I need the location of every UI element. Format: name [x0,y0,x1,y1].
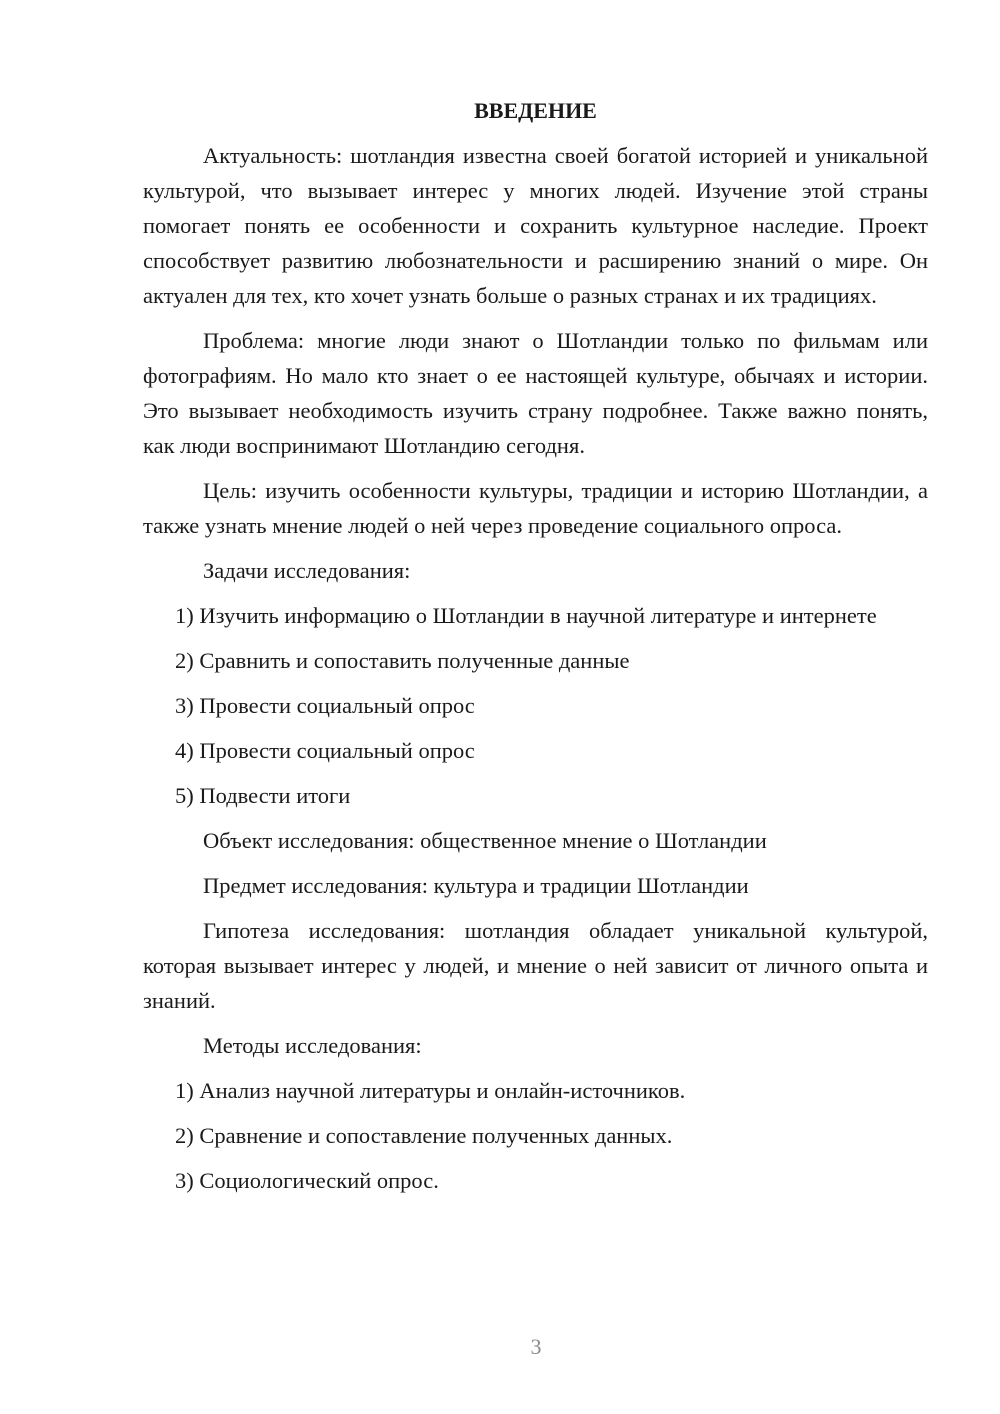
tasks-heading: Задачи исследования: [203,558,411,583]
task-item: 5) Подвести итоги [175,783,351,808]
page-number: 3 [530,1334,542,1359]
task-item: 1) Изучить информацию о Шотландии в научной литературе и интернете [175,603,877,628]
relevance-paragraph: Актуальность: шотландия известна своей богатой историей и уникальной культурой, что вызывает интерес у многих людей. Изучение этой страны помогает понять ее особенности и сохранить культурное наследие. Проект способствует развитию любознательности и расширению знаний о мире. Он актуален для тех, кто хочет узнать больше о разных странах и их традициях. [143,143,928,308]
goal-paragraph: Цель: изучить особенности культуры, традиции и историю Шотландии, а также узнать мнение людей о ней через проведение социального опроса. [143,478,928,538]
method-item: 3) Социологический опрос. [175,1168,439,1193]
hypothesis-paragraph: Гипотеза исследования: шотландия обладает уникальной культурой, которая вызывает интерес у людей, и мнение о ней зависит от личного опыта и знаний. [143,918,928,1013]
page-title: ВВЕДЕНИЕ [474,98,597,123]
task-item: 2) Сравнить и сопоставить полученные данные [175,648,630,673]
problem-paragraph: Проблема: многие люди знают о Шотландии только по фильмам или фотографиям. Но мало кто знает о ее настоящей культуре, обычаях и истории. Это вызывает необходимость изучить страну подробнее. Также важно понять, как люди воспринимают Шотландию сегодня. [143,328,928,458]
page-content [143,96,928,1208]
methods-heading: Методы исследования: [203,1033,422,1058]
method-item: 2) Сравнение и сопоставление полученных данных. [175,1123,673,1148]
task-item: 4) Провести социальный опрос [175,738,475,763]
method-item: 1) Анализ научной литературы и онлайн-источников. [175,1078,686,1103]
object-line: Объект исследования: общественное мнение о Шотландии [203,828,767,853]
subject-line: Предмет исследования: культура и традиции Шотландии [203,873,749,898]
task-item: 3) Провести социальный опрос [175,693,475,718]
